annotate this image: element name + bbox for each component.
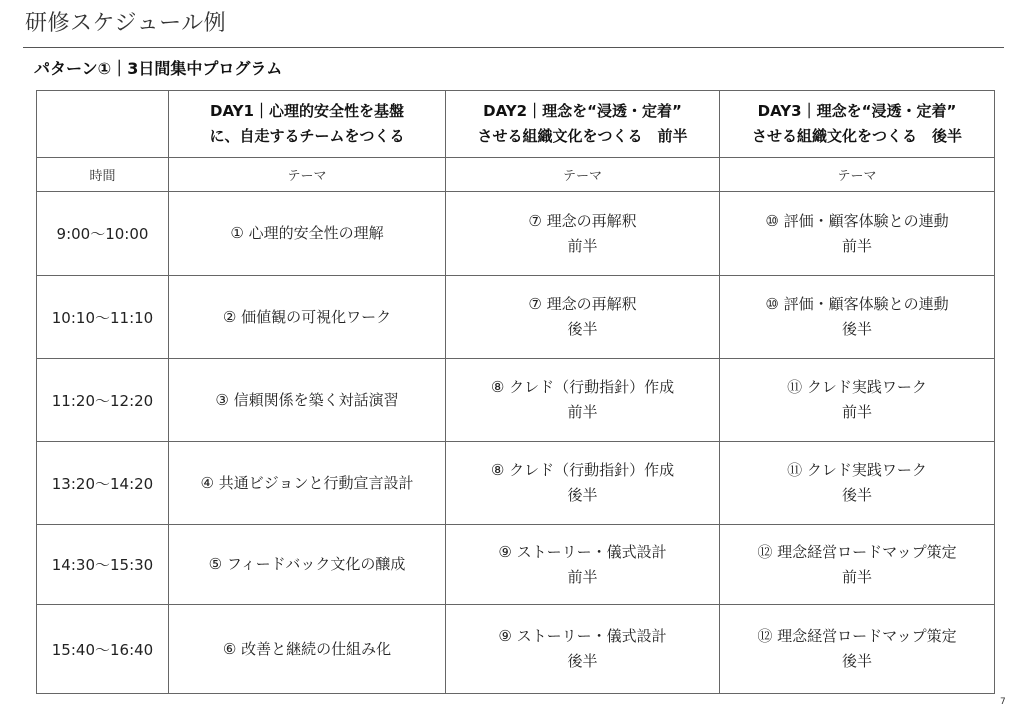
header-row — [37, 91, 995, 158]
day3-topic: ⑪ クレド実践ワーク 前半 — [720, 359, 995, 442]
table-row — [37, 442, 995, 525]
header-day1: DAY1｜心理的安全性を基盤 に、自走するチームをつくる — [169, 91, 446, 158]
table-row — [37, 525, 995, 605]
label-time: 時間 — [37, 158, 169, 192]
day2-topic: ⑦ 理念の再解釈 後半 — [446, 276, 720, 359]
header-day3: DAY3｜理念を“浸透・定着” させる組織文化をつくる 後半 — [720, 91, 995, 158]
header-day2: DAY2｜理念を“浸透・定着” させる組織文化をつくる 前半 — [446, 91, 720, 158]
day1-topic: ④ 共通ビジョンと行動宣言設計 — [169, 442, 446, 525]
time-cell: 15:40〜16:40 — [37, 605, 169, 694]
label-theme-day3: テーマ — [720, 158, 995, 192]
title-divider — [23, 47, 1004, 48]
day1-topic: ① 心理的安全性の理解 — [169, 192, 446, 276]
header-corner-cell — [37, 91, 169, 158]
page-title: 研修スケジュール例 — [25, 11, 227, 36]
label-row — [37, 158, 995, 192]
time-cell: 9:00〜10:00 — [37, 192, 169, 276]
table-row — [37, 359, 995, 442]
day1-topic: ③ 信頼関係を築く対話演習 — [169, 359, 446, 442]
day3-topic: ⑪ クレド実践ワーク 後半 — [720, 442, 995, 525]
day1-topic: ② 価値観の可視化ワーク — [169, 276, 446, 359]
table-row — [37, 192, 995, 276]
label-theme-day1: テーマ — [169, 158, 446, 192]
label-theme-day2: テーマ — [446, 158, 720, 192]
day1-topic: ⑤ フィードバック文化の醸成 — [169, 525, 446, 605]
day2-topic: ⑦ 理念の再解釈 前半 — [446, 192, 720, 276]
time-cell: 11:20〜12:20 — [37, 359, 169, 442]
day2-topic: ⑧ クレド（行動指針）作成 前半 — [446, 359, 720, 442]
day3-topic: ⑩ 評価・顧客体験との連動 前半 — [720, 192, 995, 276]
section-subtitle: パターン①｜3日間集中プログラム — [34, 59, 283, 78]
day2-topic: ⑨ ストーリー・儀式設計 後半 — [446, 605, 720, 694]
day1-topic: ⑥ 改善と継続の仕組み化 — [169, 605, 446, 694]
time-cell: 10:10〜11:10 — [37, 276, 169, 359]
day2-topic: ⑨ ストーリー・儀式設計 前半 — [446, 525, 720, 605]
schedule-table — [36, 90, 995, 694]
time-cell: 13:20〜14:20 — [37, 442, 169, 525]
day2-topic: ⑧ クレド（行動指針）作成 後半 — [446, 442, 720, 525]
table-row — [37, 605, 995, 694]
day3-topic: ⑫ 理念経営ロードマップ策定 前半 — [720, 525, 995, 605]
page-number: 7 — [1000, 697, 1006, 707]
time-cell: 14:30〜15:30 — [37, 525, 169, 605]
table-row — [37, 276, 995, 359]
day3-topic: ⑩ 評価・顧客体験との連動 後半 — [720, 276, 995, 359]
day3-topic: ⑫ 理念経営ロードマップ策定 後半 — [720, 605, 995, 694]
